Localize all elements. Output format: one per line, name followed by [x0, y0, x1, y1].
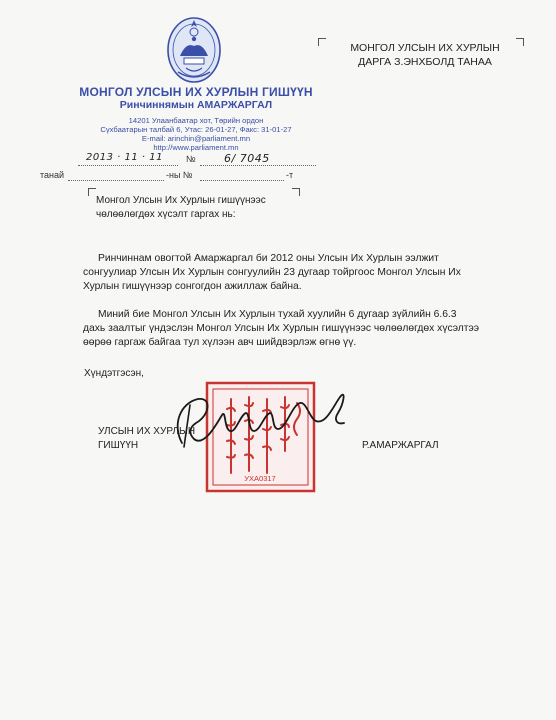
body-paragraph-1-line: Хурлын гишүүнээр сонгогдон ажиллаж байна.: [83, 281, 302, 292]
state-emblem-icon: [166, 12, 222, 84]
number-label: №: [186, 154, 196, 164]
body-paragraph-2-line: дахь заалтыг үндэслэн Монгол Улсын Их Хурлын гишүүнээс чөлөөлөгдөх хүсэлтээ: [83, 323, 479, 334]
subject-line1: Монгол Улсын Их Хурлын гишүүнээс: [96, 195, 266, 206]
subject-line2: чөлөөлөгдөх хүсэлт гаргах нь:: [96, 209, 236, 220]
letterhead-name: Ринчиннямын АМАРЖАРГАЛ: [119, 99, 273, 111]
body-paragraph-2: [83, 308, 498, 350]
t-label: -т: [286, 170, 294, 180]
signer-name: Р.АМАРЖАРГАЛ: [362, 440, 439, 451]
letterhead-address-line1: 14201 Улаанбаатар хот, Төрийн ордон: [128, 116, 264, 125]
handwritten-date: 2013 · 11 · 11: [86, 152, 163, 163]
closing-regards: Хүндэтгэсэн,: [84, 368, 144, 379]
body-paragraph-1-line: Ринчиннам овогтой Амаржаргал би 2012 оны Улсын Их Хурлын ээлжит: [98, 253, 439, 264]
letterhead-website: http://www.parliament.mn: [153, 143, 239, 152]
recipient-line2: ДАРГА З.ЭНХБОЛД ТАНАА: [358, 56, 492, 68]
subject-bracket-top-right: [292, 188, 300, 196]
letterhead-email: E-mail: arinchin@parliament.mn: [141, 134, 251, 143]
body-paragraph-1: [83, 252, 498, 294]
subject-bracket-top-left: [88, 188, 96, 196]
ny-number-label: -ны №: [166, 170, 193, 180]
signer-title-line1: УЛСЫН ИХ ХУРЛЫН: [98, 426, 196, 437]
recipient-bracket-top-left: [318, 38, 326, 46]
body-paragraph-2-line: өөрөө гаргаж байгаа тул хүлээн авч шийдвэрлэж өгнө үү.: [83, 337, 357, 348]
handwritten-number: 6/ 7045: [224, 152, 270, 165]
reference-date-number-line: [74, 152, 324, 166]
recipient-bracket-top-right: [516, 38, 524, 46]
handwritten-signature: [160, 385, 360, 455]
letterhead-address-line2: Сүхбаатарын талбай 6, Утас: 26-01-27, Факс: 31-01-27: [100, 125, 292, 134]
body-paragraph-1-line: сонгуулиар Улсын Их Хурлын сонгуулийн 23 дугаар тойргоос Монгол Улсын Их: [83, 267, 461, 278]
tanai-label: танай: [40, 170, 65, 180]
stamp-code: УХА0317: [244, 474, 276, 483]
letterhead-title: МОНГОЛ УЛСЫН ИХ ХУРЛЫН ГИШҮҮН: [79, 85, 313, 99]
body-paragraph-2-line: Миний бие Монгол Улсын Их Хурлын тухай хуулийн 6 дугаар зүйлийн 6.6.3: [98, 309, 457, 320]
signer-title-line2: ГИШҮҮН: [98, 440, 139, 451]
recipient-line1: МОНГОЛ УЛСЫН ИХ ХУРЛЫН: [350, 42, 500, 54]
